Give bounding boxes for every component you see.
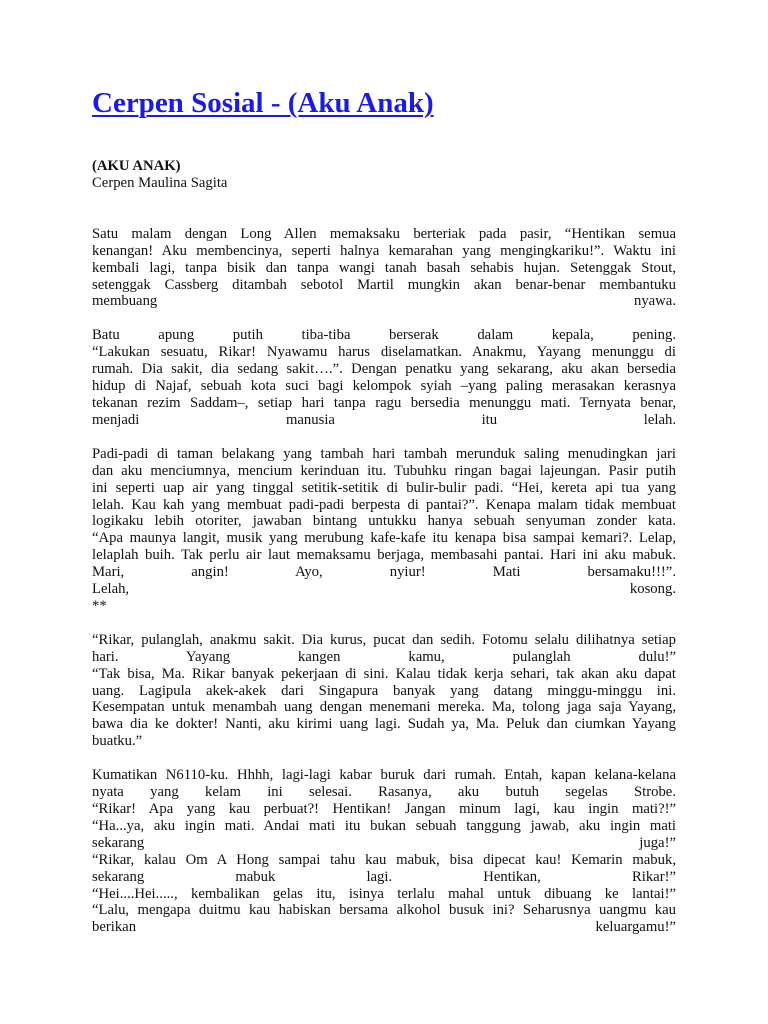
text-line: **: [92, 597, 107, 614]
text-line: rumah. Dia sakit, dia sedang sakit….”. Dengan penatku yang sekarang, aku akan bersedia: [92, 361, 676, 378]
document-title-link[interactable]: Cerpen Sosial - (Aku Anak): [92, 87, 434, 119]
text-line: menjadi manusia itu lelah.: [92, 411, 676, 428]
text-line: Kumatikan N6110-ku. Hhhh, lagi-lagi kabar buruk dari rumah. Entah, kapan kelana-kelana: [92, 767, 676, 784]
document-subtitle: (AKU ANAK): [92, 158, 181, 174]
document-page: [92, 86, 676, 953]
text-line: hidup di Najaf, sebuah kota suci bagi kelompok syiah –yang paling merasakan kerasnya: [92, 378, 676, 395]
text-line: kembali lagi, tanpa bisik dan tanpa wangi tanah basah sehabis hujan. Setenggak Stout,: [92, 259, 676, 276]
paragraph: [92, 446, 676, 615]
text-line: “Rikar! Apa yang kau perbuat?! Hentikan! Jangan minum lagi, kau ingin mati?!”: [92, 801, 676, 817]
text-line: sekarang juga!”: [92, 834, 676, 851]
text-line: buatku.”: [92, 733, 143, 750]
text-line: Kesempatan untuk menambah uang dengan menemani mereka. Ma, tolong jaga saja Yayang,: [92, 699, 676, 716]
text-line: Satu malam dengan Long Allen memaksaku berteriak pada pasir, “Hentikan semua: [92, 225, 676, 242]
document-byline: Cerpen Maulina Sagita: [92, 174, 228, 191]
text-line: “Rikar, kalau Om A Hong sampai tahu kau mabuk, bisa dipecat kau! Kemarin mabuk,: [92, 851, 676, 868]
text-line: “Rikar, pulanglah, anakmu sakit. Dia kurus, pucat dan sedih. Fotomu selalu dilihatnya setiap: [92, 631, 676, 648]
paragraph: [92, 226, 676, 311]
document-body: [92, 226, 676, 936]
text-line: kenangan! Aku membencinya, seperti halnya kemarahan yang mengingkariku!”. Waktu ini: [92, 242, 676, 259]
text-line: “Tak bisa, Ma. Rikar banyak pekerjaan di sini. Kalau tidak kerja sehari, tak akan aku dapat: [92, 665, 676, 682]
text-line: lelah. Kau kah yang membuat padi-padi berpesta di pantai?”. Kenapa malam tidak membuat: [92, 496, 676, 513]
text-line: bawa dia ke dokter! Nanti, aku kirimi uang lagi. Sudah ya, Ma. Peluk dan ciumkan Yayang: [92, 716, 676, 733]
text-line: lelaplah buih. Tak perlu air laut memaksamu berjaga, membasahi pantai. Hari ini aku mabuk.: [92, 547, 676, 564]
text-line: uang. Lagipula akek-akek dari Singapura banyak yang datang minggu-minggu ini.: [92, 682, 676, 699]
text-line: Padi-padi di taman belakang yang tambah hari tambah merunduk saling menudingkan jari: [92, 445, 676, 462]
text-line: nyata yang kelam ini selesai. Rasanya, aku butuh segelas Strobe.: [92, 784, 676, 801]
paragraph: [92, 767, 676, 936]
text-line: “Ha...ya, aku ingin mati. Andai mati itu bukan sebuah tanggung jawab, aku ingin mati: [92, 817, 676, 834]
text-line: dan aku menciumnya, mencium kerinduan itu. Tubuhku ringan bagai lajeungan. Pasir putih: [92, 462, 676, 479]
text-line: hari. Yayang kangen kamu, pulanglah dulu!”: [92, 648, 676, 665]
text-line: “Hei....Hei....., kembalikan gelas itu, isinya terlalu mahal untuk dibuang ke lantai!”: [92, 885, 676, 902]
text-line: “Lalu, mengapa duitmu kau habiskan bersama alkohol busuk ini? Seharusnya uangmu kau: [92, 902, 676, 919]
paragraph: [92, 327, 676, 428]
text-line: Lelah, kosong.: [92, 581, 676, 598]
text-line: ini seperti uap air yang tinggal setitik-setitik di bulir-bulir padi. “Hei, kereta api tua yang: [92, 479, 676, 496]
text-line: berikan keluargamu!”: [92, 919, 676, 936]
text-line: sekarang mabuk lagi. Hentikan, Rikar!”: [92, 868, 676, 885]
text-line: “Apa maunya langit, musik yang merubung kafe-kafe itu kenapa bisa sampai kemari?. Lelap,: [92, 530, 676, 547]
paragraph: [92, 632, 676, 750]
text-line: Batu apung putih tiba-tiba berserak dalam kepala, pening.: [92, 327, 676, 344]
text-line: Mari, angin! Ayo, nyiur! Mati bersamaku!!!”.: [92, 564, 676, 581]
text-line: tekanan rezim Saddam–, setiap hari tanpa ragu bersedia menunggu mati. Ternyata benar,: [92, 394, 676, 411]
text-line: “Lakukan sesuatu, Rikar! Nyawamu harus diselamatkan. Anakmu, Yayang menunggu di: [92, 344, 676, 361]
text-line: membuang nyawa.: [92, 293, 676, 310]
text-line: logikaku lebih otoriter, jawaban bintang untukku hanya sebuah senyuman zonder kata.: [92, 513, 676, 530]
text-line: setenggak Cassberg ditambah sebotol Martil mungkin akan benar-benar membantuku: [92, 276, 676, 293]
